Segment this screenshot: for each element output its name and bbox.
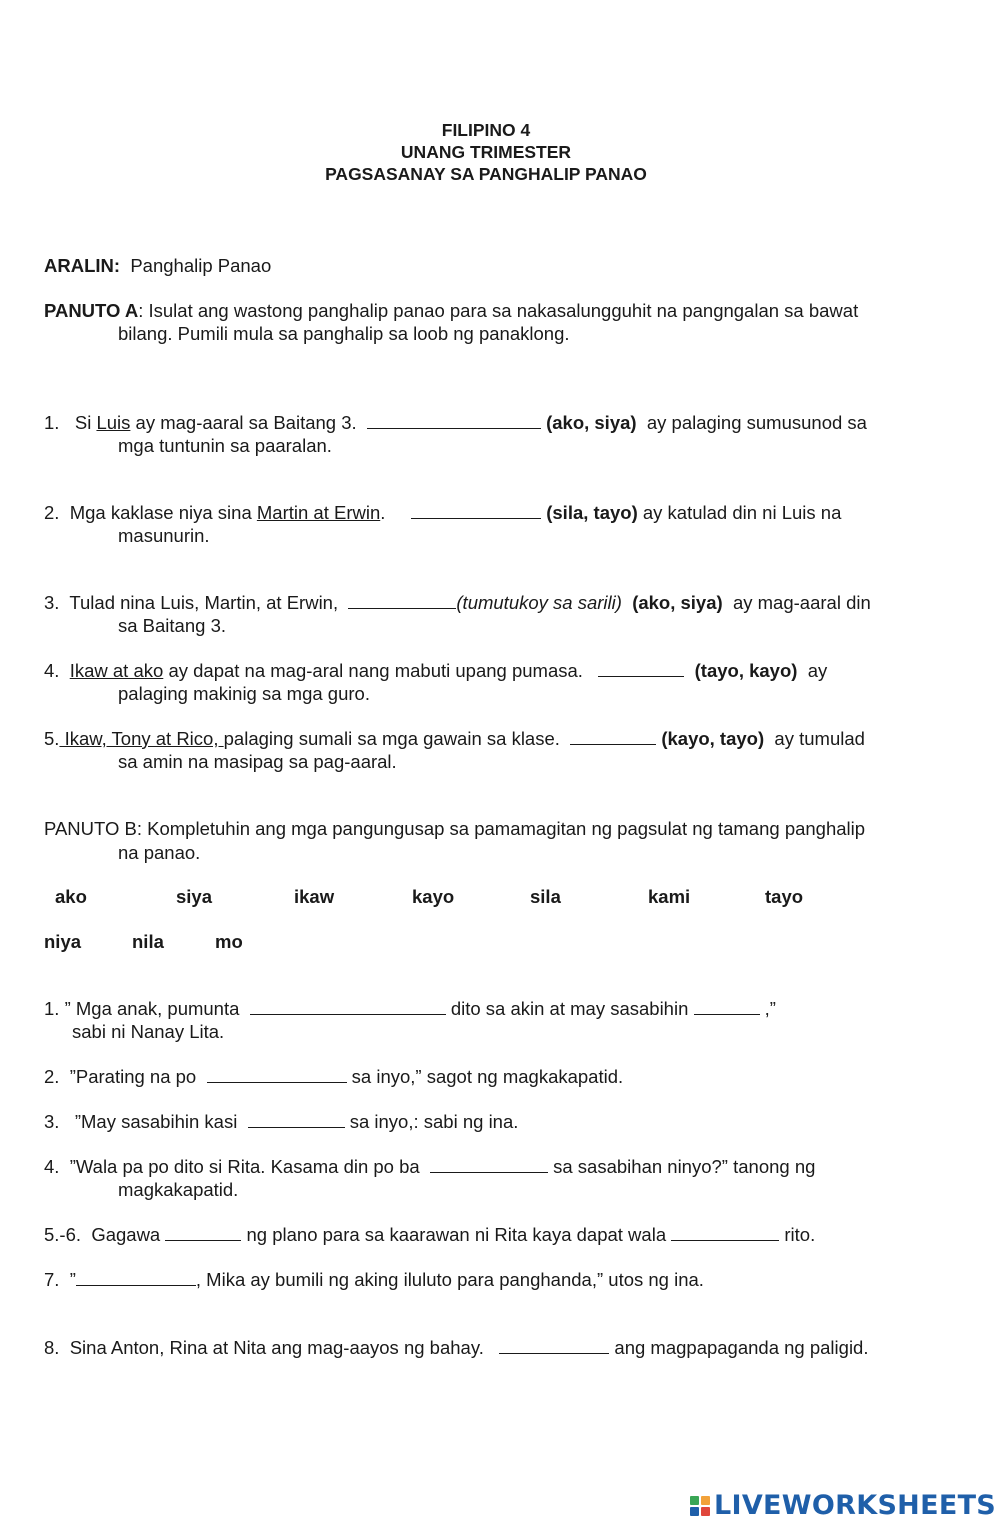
- item-number: 8.: [44, 1337, 60, 1358]
- word-bank-item: nila: [132, 931, 164, 952]
- aralin-line: [44, 255, 271, 277]
- panuto-b-instruction: PANUTO B: Kompletuhin ang mga pangungusap sa pamamagitan ng pagsulat ng tamang panghalip: [44, 818, 866, 839]
- underlined-noun: Ikaw, Tony at Rico,: [59, 728, 224, 749]
- word-bank-item: niya: [44, 931, 82, 952]
- panuto-a-label: PANUTO A: [44, 300, 139, 321]
- answer-blank[interactable]: [598, 661, 684, 677]
- answer-blank[interactable]: [430, 1157, 548, 1173]
- aralin-label: ARALIN:: [44, 255, 121, 276]
- word-bank-item: ikaw: [294, 886, 335, 907]
- item-text: ang magpapaganda ng paligid.: [614, 1337, 869, 1358]
- b-item-1-cont: sabi ni Nanay Lita.: [72, 1021, 225, 1042]
- worksheet-title: PAGSASANAY SA PANGHALIP PANAO: [325, 164, 647, 184]
- word-bank-item: sila: [530, 886, 561, 907]
- a-item-4-cont: palaging makinig sa mga guro.: [118, 683, 370, 704]
- item-text: sa inyo,: sabi ng ina.: [349, 1111, 519, 1132]
- item-text: sa sasabihan ninyo?” tanong ng: [553, 1156, 816, 1177]
- worksheet-term: UNANG TRIMESTER: [400, 142, 572, 162]
- hint-text: (tumutukoy sa sarili): [456, 592, 622, 613]
- word-bank-item: siya: [176, 886, 213, 907]
- item-text: ay palaging sumusunod sa: [646, 412, 867, 433]
- item-text: sa inyo,” sagot ng magkakapatid.: [351, 1066, 624, 1087]
- pronoun-choices: (tayo, kayo): [694, 660, 798, 681]
- a-item-2: [44, 502, 841, 524]
- answer-blank[interactable]: [76, 1270, 196, 1286]
- a-item-5-cont: sa amin na masipag sa pag-aaral.: [118, 751, 397, 772]
- a-item-3-cont: sa Baitang 3.: [118, 615, 226, 636]
- item-number: 1.: [44, 412, 60, 433]
- item-text: ” Mga anak, pumunta: [64, 998, 240, 1019]
- a-item-4: [44, 660, 827, 682]
- word-bank-item: kayo: [412, 886, 455, 907]
- answer-blank[interactable]: [248, 1112, 345, 1128]
- answer-blank[interactable]: [694, 999, 760, 1015]
- item-text: Gagawa: [91, 1224, 161, 1245]
- answer-blank[interactable]: [367, 413, 541, 429]
- b-item-4-cont: magkakapatid.: [118, 1179, 239, 1200]
- logo-text: LIVEWORKSHEETS: [714, 1490, 997, 1521]
- pronoun-choices: (sila, tayo): [546, 502, 638, 523]
- item-number: 3.: [44, 1111, 60, 1132]
- panuto-b-instruction-cont: na panao.: [118, 842, 201, 863]
- item-text: Si: [74, 412, 92, 433]
- answer-blank[interactable]: [207, 1067, 347, 1083]
- answer-blank[interactable]: [348, 593, 456, 609]
- item-text: ay mag-aaral sa Baitang 3.: [135, 412, 357, 433]
- underlined-noun: Martin at Erwin: [256, 502, 381, 523]
- item-text: ng plano para sa kaarawan ni Rita kaya dapat wala: [246, 1224, 667, 1245]
- word-bank-item: mo: [215, 931, 243, 952]
- item-number: 5.-6.: [44, 1224, 82, 1245]
- item-text: rito.: [784, 1224, 816, 1245]
- answer-blank[interactable]: [570, 729, 656, 745]
- b-item-3: [44, 1111, 518, 1133]
- b-item-2: [44, 1066, 623, 1088]
- underlined-noun: Ikaw at ako: [69, 660, 164, 681]
- a-item-2-cont: masunurin.: [118, 525, 210, 546]
- b-item-7: [44, 1269, 704, 1291]
- b-item-4: [44, 1156, 815, 1178]
- aralin-text: Panghalip Panao: [130, 255, 272, 276]
- item-number: 2.: [44, 502, 60, 523]
- item-text: Mga kaklase niya sina: [69, 502, 252, 523]
- word-bank-item: tayo: [765, 886, 804, 907]
- item-text: ,”: [764, 998, 776, 1019]
- underlined-noun: Luis: [96, 412, 131, 433]
- a-item-5: [44, 728, 865, 750]
- pronoun-choices: (kayo, tayo): [661, 728, 765, 749]
- panuto-a-instruction-cont: bilang. Pumili mula sa panghalip sa loob ng panaklong.: [118, 323, 570, 344]
- item-text: ay dapat na mag-aral nang mabuti upang pumasa.: [168, 660, 583, 681]
- answer-blank[interactable]: [411, 503, 541, 519]
- item-text: .: [380, 502, 386, 523]
- a-item-3: [44, 592, 871, 614]
- item-text: palaging sumali sa mga gawain sa klase.: [223, 728, 560, 749]
- answer-blank[interactable]: [165, 1225, 241, 1241]
- answer-blank[interactable]: [671, 1225, 779, 1241]
- item-text: ”Wala pa po dito si Rita. Kasama din po ba: [69, 1156, 420, 1177]
- liveworksheets-grid-icon: [690, 1496, 710, 1516]
- word-bank-item: ako: [55, 886, 87, 907]
- b-item-1: [44, 998, 776, 1020]
- panuto-a-instruction: [44, 300, 858, 322]
- liveworksheets-logo[interactable]: [690, 1490, 996, 1521]
- item-text: ”Parating na po: [69, 1066, 197, 1087]
- word-bank-item: kami: [648, 886, 691, 907]
- item-text: , Mika ay bumili ng aking iluluto para panghanda,” utos ng ina.: [195, 1269, 704, 1290]
- panuto-a-text: : Isulat ang wastong panghalip panao para sa nakasalungguhit na pangngalan sa bawat: [138, 300, 859, 321]
- item-number: 4.: [44, 1156, 60, 1177]
- a-item-1-cont: mga tuntunin sa paaralan.: [118, 435, 332, 456]
- item-text: Sina Anton, Rina at Nita ang mag-aayos ng bahay.: [69, 1337, 484, 1358]
- answer-blank[interactable]: [250, 999, 446, 1015]
- item-number: 3.: [44, 592, 60, 613]
- item-number: 4.: [44, 660, 60, 681]
- b-item-5-6: [44, 1224, 815, 1246]
- item-number: 2.: [44, 1066, 60, 1087]
- answer-blank[interactable]: [499, 1338, 609, 1354]
- item-text: ay: [807, 660, 828, 681]
- item-text: ”: [69, 1269, 76, 1290]
- pronoun-choices: (ako, siya): [632, 592, 723, 613]
- item-number: 7.: [44, 1269, 60, 1290]
- item-text: ay katulad din ni Luis na: [642, 502, 842, 523]
- item-text: dito sa akin at may sasabihin: [450, 998, 689, 1019]
- worksheet-subject: FILIPINO 4: [441, 120, 531, 140]
- item-text: ay mag-aaral din: [732, 592, 871, 613]
- item-text: Tulad nina Luis, Martin, at Erwin,: [69, 592, 339, 613]
- b-item-8: [44, 1337, 868, 1359]
- item-number: 5.: [44, 728, 60, 749]
- item-number: 1.: [44, 998, 60, 1019]
- item-text: ”May sasabihin kasi: [74, 1111, 238, 1132]
- a-item-1: [44, 412, 867, 434]
- item-text: ay tumulad: [774, 728, 865, 749]
- pronoun-choices: (ako, siya): [546, 412, 637, 433]
